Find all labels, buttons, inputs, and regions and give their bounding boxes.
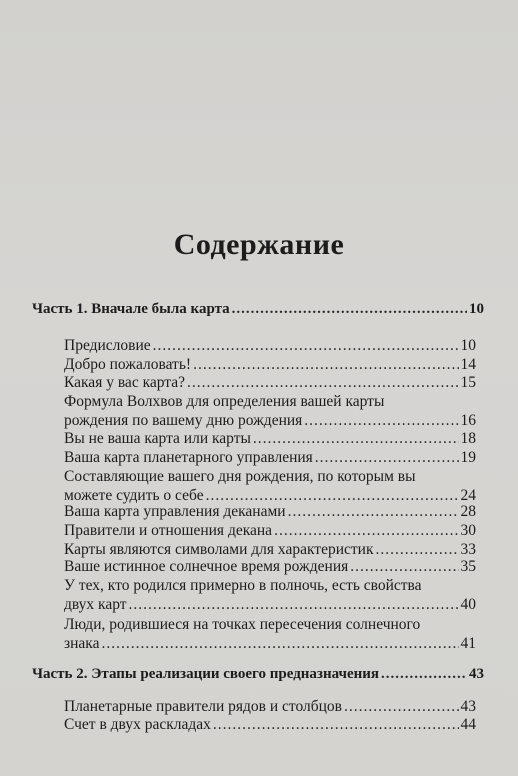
toc-page-number: 16 <box>460 412 476 429</box>
toc-page-number: 15 <box>460 374 476 391</box>
toc-entry-title: знака <box>64 635 100 652</box>
dot-leader <box>153 336 459 355</box>
toc-page-number: 33 <box>460 541 476 558</box>
toc-entry <box>64 697 476 716</box>
toc-entry-title: Предисловие <box>64 337 151 354</box>
toc-entry <box>64 392 476 430</box>
toc-entry <box>64 521 476 540</box>
dot-leader <box>288 502 459 521</box>
toc-part-entry <box>32 300 484 319</box>
toc-page-number: 14 <box>460 356 476 373</box>
dot-leader <box>304 411 458 430</box>
toc-page-number: 43 <box>460 698 476 715</box>
toc-entry-title: Ваша карта планетарного управления <box>64 449 313 466</box>
toc-page-number: 44 <box>460 716 476 733</box>
toc-page-number: 19 <box>460 449 476 466</box>
toc-entry-title: Добро пожаловать! <box>64 356 192 373</box>
toc-entry-title: Вы не ваша карта или карты <box>64 430 251 447</box>
toc-page-number: 18 <box>460 430 476 447</box>
toc-entry-title: Карты являются символами для характеристик <box>64 541 374 558</box>
dot-leader <box>344 697 459 716</box>
toc-entry <box>64 355 476 374</box>
dot-leader <box>187 373 458 392</box>
toc-entry-title: У тех, кто родился примерно в полночь, есть свойства <box>64 577 422 594</box>
toc-entry <box>64 615 476 653</box>
toc-entry <box>64 576 476 614</box>
toc-page-number: 40 <box>460 596 476 613</box>
toc-entry <box>64 373 476 392</box>
toc-page-number: 43 <box>469 666 484 682</box>
toc-entry-title: рождения по вашему дню рождения <box>64 412 303 429</box>
dot-leader <box>315 448 459 467</box>
toc-entry-title: Составляющие вашего дня рождения, по которым вы <box>64 468 416 485</box>
dot-leader <box>129 595 459 614</box>
toc-page-number: 35 <box>460 558 476 575</box>
dot-leader <box>193 355 458 374</box>
toc-entry-title: Правители и отношения декана <box>64 522 273 539</box>
dot-leader <box>232 300 467 319</box>
toc-entry-title: Часть 1. Вначале была карта <box>32 301 230 317</box>
toc-entry <box>64 502 476 521</box>
page-title: Содержание <box>173 228 345 261</box>
toc-entry <box>64 557 476 576</box>
toc-page-number: 28 <box>460 503 476 520</box>
toc-entry-title: Планетарные правители рядов и столбцов <box>64 698 342 715</box>
toc-entry-title: Какая у вас карта? <box>64 374 186 391</box>
dot-leader <box>101 634 458 653</box>
toc-entry-title: можете судить о себе <box>64 487 204 504</box>
dot-leader <box>213 715 459 734</box>
toc-entry <box>64 429 476 448</box>
dot-leader <box>381 665 467 684</box>
toc-entry <box>64 467 476 505</box>
toc-entry-title: двух карт <box>64 596 127 613</box>
dot-leader <box>274 521 458 540</box>
toc-entry <box>64 336 476 355</box>
toc-page-number: 10 <box>469 301 484 317</box>
toc-page-number: 24 <box>460 487 476 504</box>
toc-entry-title: Ваша карта управления деканами <box>64 503 286 520</box>
toc-entry <box>64 715 476 734</box>
toc-entry-title: Люди, родившиеся на точках пересечения солнечного <box>64 616 421 633</box>
toc-page-number: 41 <box>460 635 476 652</box>
toc-entry-title: Счет в двух раскладах <box>64 716 211 733</box>
dot-leader <box>350 557 458 576</box>
toc-entry-title: Формула Волхвов для определения вашей карты <box>64 393 385 410</box>
toc-part-entry <box>32 665 484 684</box>
toc-entry-title: Ваше истинное солнечное время рождения <box>64 558 349 575</box>
toc-entry <box>64 448 476 467</box>
toc-entry-title: Часть 2. Этапы реализации своего предназначения <box>32 666 380 682</box>
toc-page-number: 30 <box>460 522 476 539</box>
dot-leader <box>253 429 459 448</box>
toc-page-number: 10 <box>460 337 476 354</box>
